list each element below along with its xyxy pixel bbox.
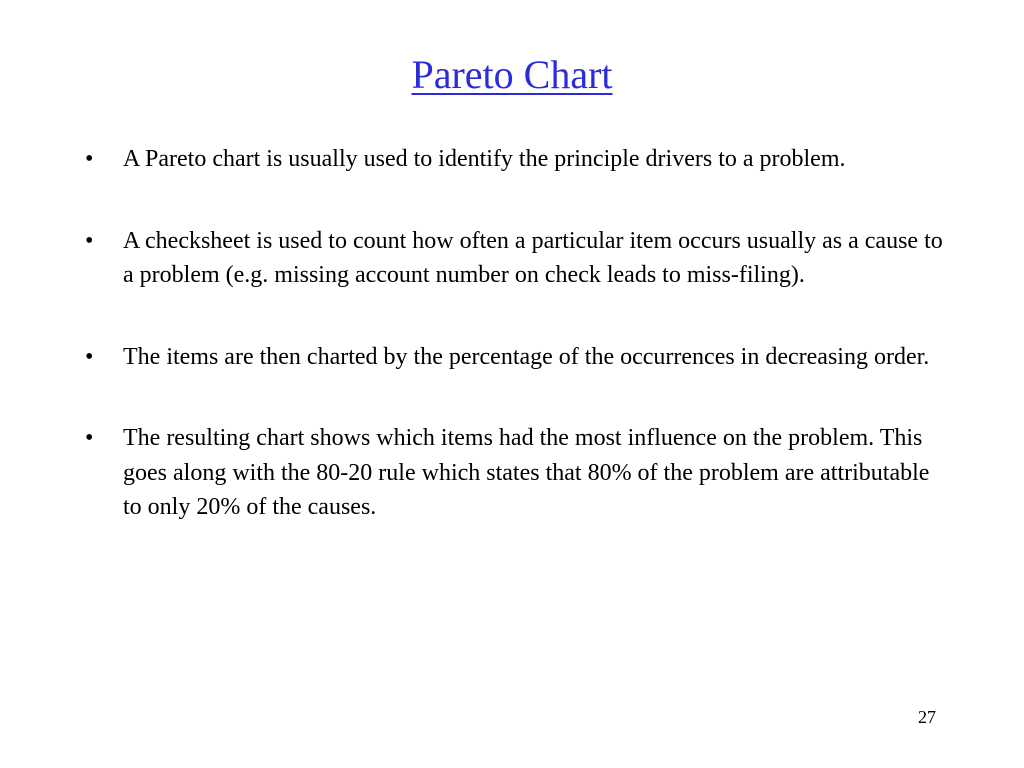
page-number: 27 xyxy=(918,707,936,727)
slide-title xyxy=(0,50,1024,100)
bullet-dot-icon: • xyxy=(85,227,94,254)
bullet-text: The items are then charted by the percentage of the occurrences in decreasing order. xyxy=(123,343,930,370)
bullet-item xyxy=(85,142,945,177)
bullet-dot-icon: • xyxy=(85,425,94,451)
bullet-text: A Pareto chart is usually used to identify the principle drivers to a problem. xyxy=(123,146,846,172)
bullet-list xyxy=(85,142,945,572)
bullet-text: The resulting chart shows which items had the most influence on the problem. This goes along with the 80-20 rule which states that 80% of the problem are attributable to only 20% of the causes. xyxy=(123,425,930,520)
bullet-dot-icon: • xyxy=(85,343,94,370)
bullet-item xyxy=(85,340,945,375)
bullet-dot-icon: • xyxy=(85,146,94,172)
bullet-text: A checksheet is used to count how often a particular item occurs usually as a cause to a problem (e.g. missing account number on check leads to miss-filing). xyxy=(123,227,943,288)
bullet-item xyxy=(85,224,945,293)
bullet-item xyxy=(85,421,945,525)
title-link[interactable]: Pareto Chart xyxy=(411,52,613,97)
